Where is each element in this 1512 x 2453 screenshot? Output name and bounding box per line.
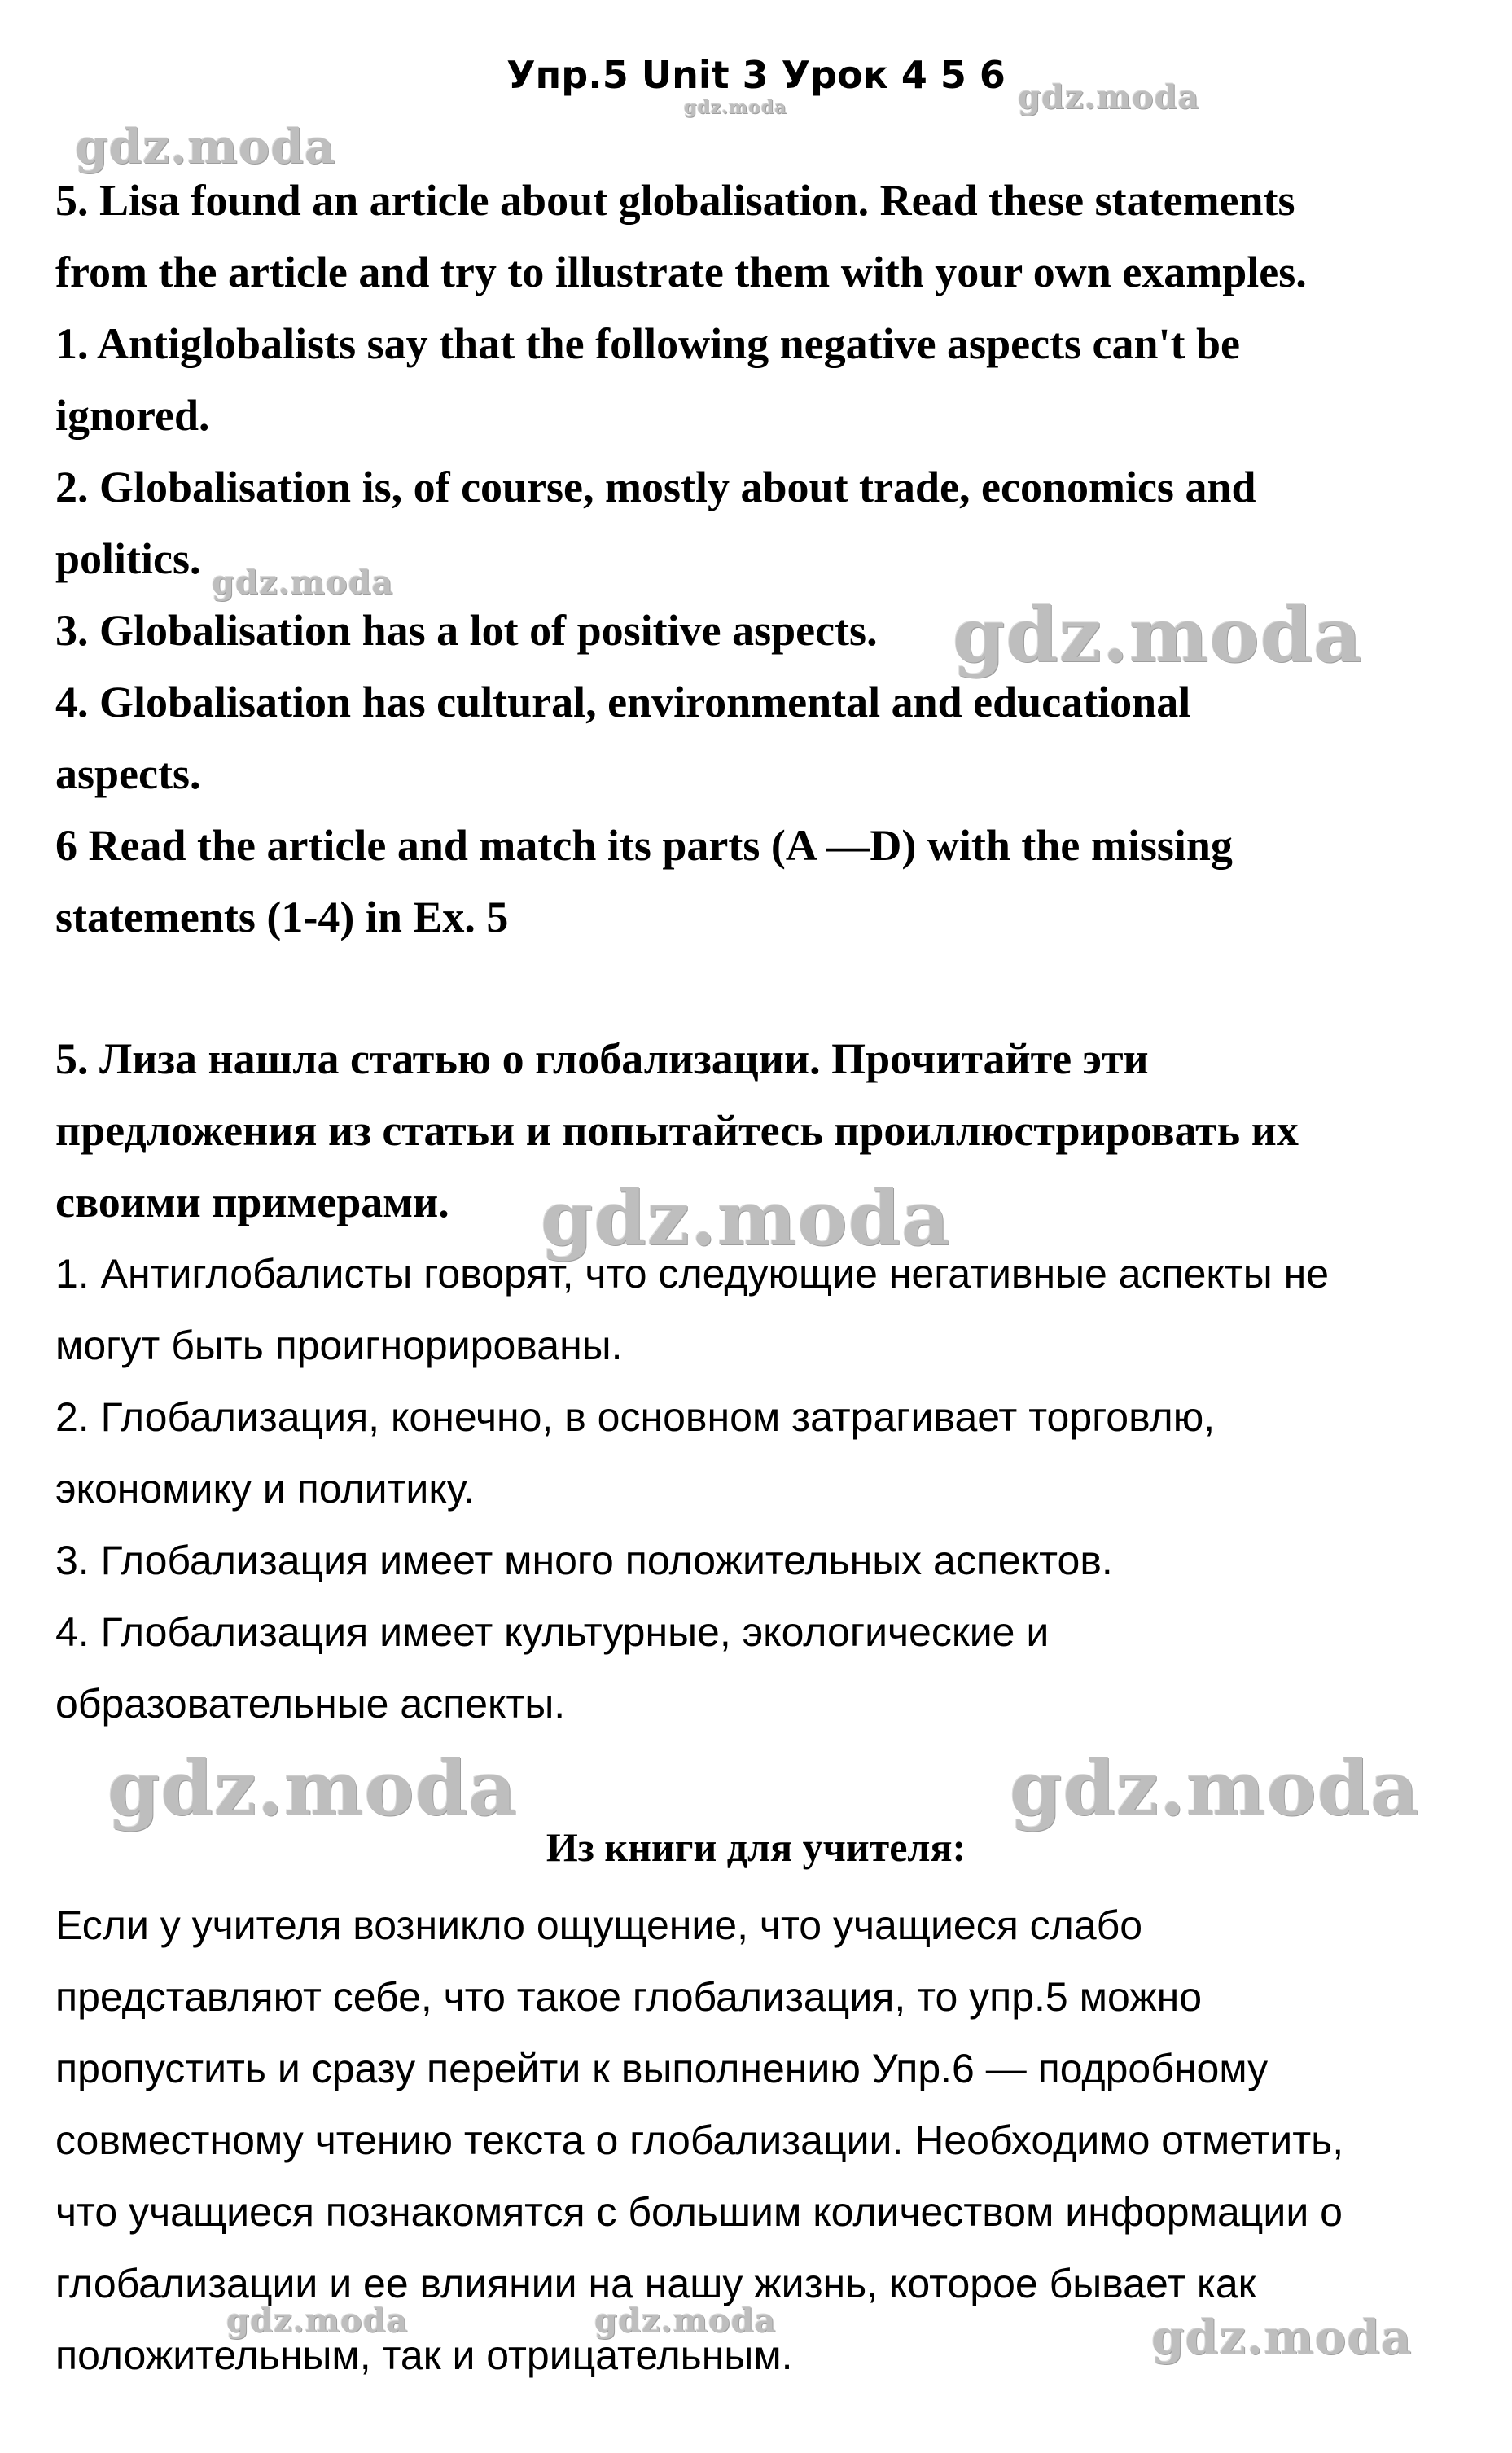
teacher-book-heading: Из книги для учителя:: [546, 1824, 966, 1870]
watermark: gdz.moda: [953, 591, 1363, 679]
russian-statement-line: 1. Антиглобалисты говорят, что следующие негативные аспекты не: [55, 1251, 1330, 1297]
teacher-note-line: Если у учителя возникло ощущение, что учащиеся слабо: [55, 1902, 1143, 1948]
russian-statement-line: 2. Глобализация, конечно, в основном затрагивает торговлю,: [55, 1394, 1216, 1440]
english-line: 6 Read the article and match its parts (A —D) with the missing: [55, 821, 1233, 870]
russian-statement-line: 3. Глобализация имеет много положительных аспектов.: [55, 1538, 1113, 1583]
watermark: gdz.moda: [684, 97, 787, 118]
english-line: aspects.: [55, 749, 201, 798]
teacher-note-line: положительным, так и отрицательным.: [55, 2332, 793, 2378]
russian-task-line: 5. Лиза нашла статью о глобализации. Прочитайте эти: [55, 1034, 1149, 1083]
english-line: from the article and try to illustrate them with your own examples.: [55, 248, 1307, 296]
english-line: statements (1-4) in Ex. 5: [55, 893, 509, 941]
english-line: 5. Lisa found an article about globalisation. Read these statements: [55, 176, 1295, 225]
teacher-note-line: совместному чтению текста о глобализации. Необходимо отметить,: [55, 2117, 1344, 2163]
russian-statement-line: 4. Глобализация имеет культурные, экологические и: [55, 1609, 1050, 1655]
watermark: gdz.moda: [75, 119, 336, 174]
english-line: ignored.: [55, 391, 210, 440]
russian-statements-block: [55, 1238, 1456, 1740]
watermark: gdz.moda: [1018, 78, 1200, 116]
russian-task-block: [55, 1023, 1456, 1238]
watermark: gdz.moda: [226, 2302, 409, 2340]
teacher-note-line: представляют себе, что такое глобализация, то упр.5 можно: [55, 1974, 1203, 2020]
english-line: 2. Globalisation is, of course, mostly about trade, economics and: [55, 463, 1256, 511]
watermark: gdz.moda: [594, 2302, 777, 2340]
english-task-block: [55, 165, 1456, 953]
watermark: gdz.moda: [1010, 1744, 1420, 1832]
russian-task-line: своими примерами.: [55, 1178, 449, 1226]
teacher-note-line: глобализации и ее влиянии на нашу жизнь, которое бывает как: [55, 2261, 1256, 2306]
teacher-note-line: пропустить и сразу перейти к выполнению Упр.6 — подробному: [55, 2046, 1269, 2091]
russian-statement-line: образовательные аспекты.: [55, 1681, 566, 1727]
teacher-note-line: что учащиеся познакомятся с большим количеством информации о: [55, 2189, 1343, 2235]
russian-statement-line: экономику и политику.: [55, 1466, 475, 1512]
page-title: Упр.5 Unit 3 Урок 4 5 6: [506, 53, 1006, 97]
russian-task-line: предложения из статьи и попытайтесь проиллюстрировать их: [55, 1106, 1299, 1155]
watermark: gdz.moda: [541, 1174, 951, 1262]
teacher-note-block: [55, 1889, 1456, 2391]
english-line: 3. Globalisation has a lot of positive aspects.: [55, 606, 878, 655]
russian-statement-line: могут быть проигнорированы.: [55, 1323, 623, 1368]
watermark: gdz.moda: [1151, 2310, 1413, 2365]
english-line: 1. Antiglobalists say that the following negative aspects can't be: [55, 319, 1241, 368]
watermark: gdz.moda: [107, 1744, 518, 1832]
watermark: gdz.moda: [212, 564, 394, 602]
english-line: politics.: [55, 534, 201, 583]
english-line: 4. Globalisation has cultural, environmental and educational: [55, 678, 1191, 726]
